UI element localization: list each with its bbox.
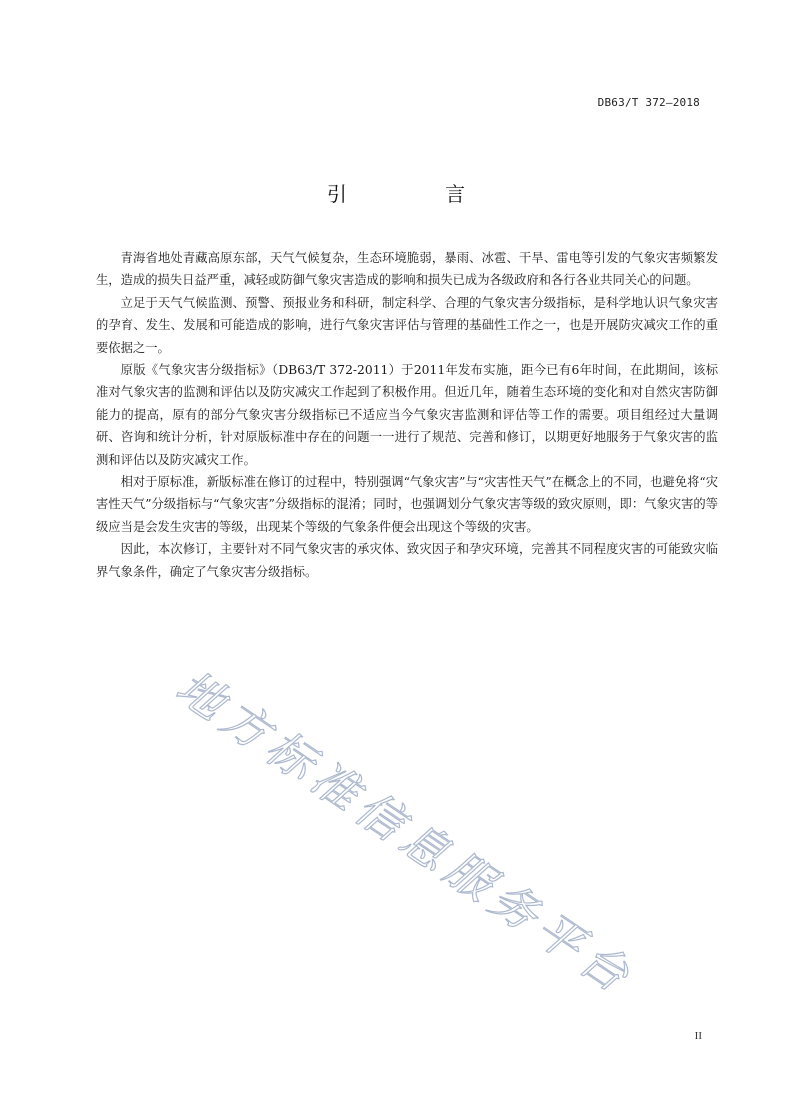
paragraph-5: 因此，本次修订，主要针对不同气象灾害的承灾体、致灾因子和孕灾环境，完善其不同程度灾害的可能致灾临界气象条件，确定了气象灾害分级指标。 <box>96 542 718 579</box>
document-code: DB63/T 372—2018 <box>597 96 700 109</box>
watermark: 地方标准信息服务平台 <box>166 659 645 1007</box>
paragraph-2: 立足于天气气候监测、预警、预报业务和科研，制定科学、合理的气象灾害分级指标，是科学地认识气象灾害的孕育、发生、发展和可能造成的影响，进行气象灾害评估与管理的基础性工作之一，也是开展防灾减灾工作的重要依据之一。 <box>96 295 718 355</box>
paragraph-4: 相对于原标准，新版标准在修订的过程中，特别强调“气象灾害”与“灾害性天气”在概念上的不同，也避免将“灾害性天气”分级指标与“气象灾害”分级指标的混淆；同时，也强调划分气象灾害等级的致灾原则，即：气象灾害的等级应当是会发生灾害的等级，出现某个等级的气象条件便会出现这个等级的灾害。 <box>96 475 718 534</box>
page-number: II <box>694 1030 702 1042</box>
paragraph-1: 青海省地处青藏高原东部，天气气候复杂，生态环境脆弱，暴雨、冰雹、干旱、雷电等引发的气象灾害频繁发生，造成的损失日益严重，减轻或防御气象灾害造成的影响和损失已成为各级政府和各行各业共同关心的问题。 <box>96 251 718 288</box>
introduction-body <box>96 247 718 583</box>
page-title: 引 言 <box>326 182 512 206</box>
paragraph-3: 原版《气象灾害分级指标》（DB63/T 372-2011）于2011年发布实施，距今已有6年时间，在此期间，该标准对气象灾害的监测和评估以及防灾减灾工作起到了积极作用。但近几年，随着生态环境的变化和对自然灾害防御能力的提高，原有的部分气象灾害分级指标已不适应当今气象灾害监测和评估等工作的需要。项目组经过大量调研、咨询和统计分析，针对原版标准中存在的问题一一进行了规范、完善和修订，以期更好地服务于气象灾害的监测和评估以及防灾减灾工作。 <box>96 363 718 467</box>
